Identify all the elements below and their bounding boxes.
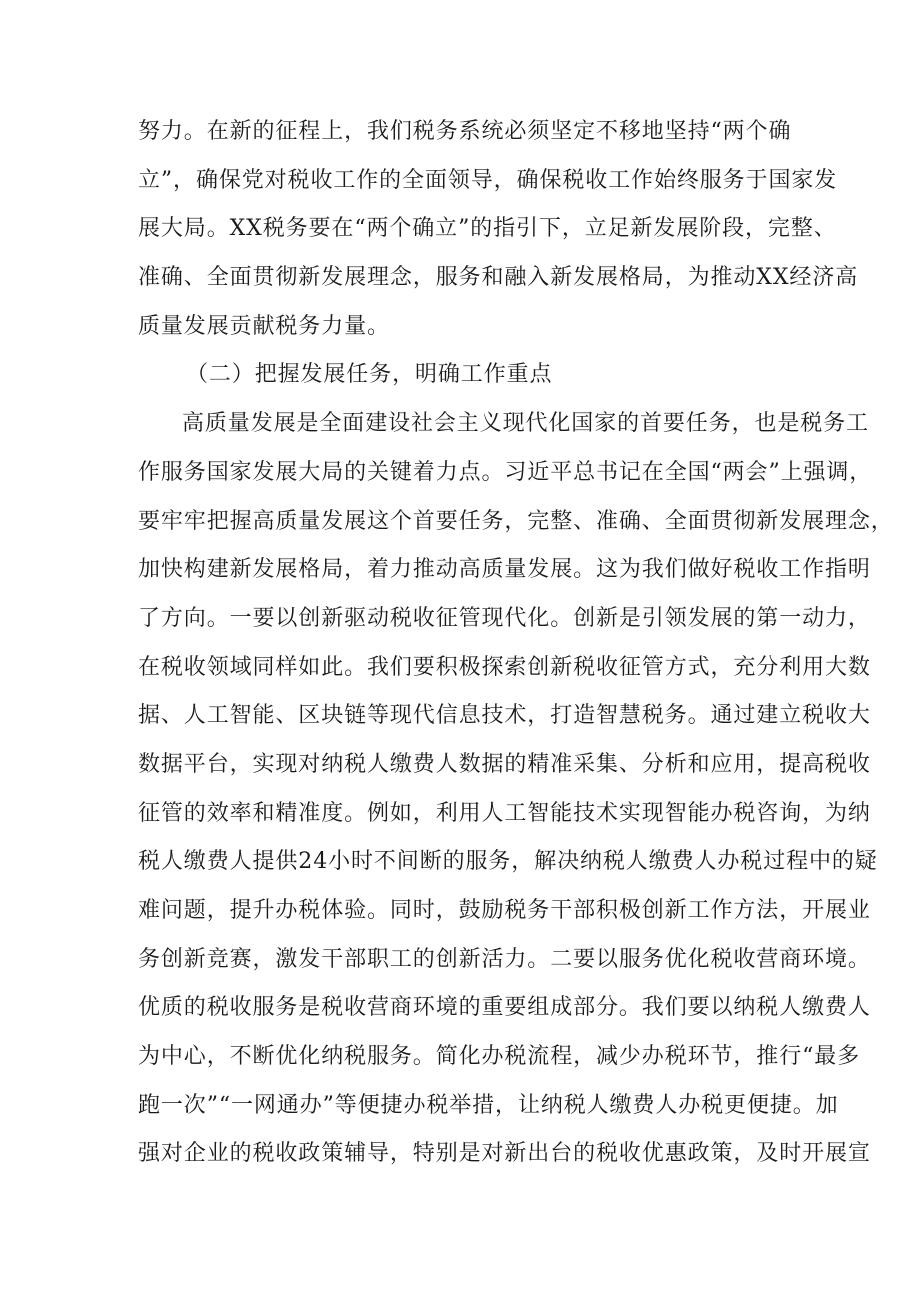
- text-line: 加快构建新发展格局，着力推动高质量发展。这为我们做好税收工作指明: [138, 557, 871, 583]
- section-heading: （二）把握发展任务，明确工作重点: [186, 362, 553, 388]
- text-line: 务创新竞赛，激发干部职工的创新活力。二要以服务优化税收营商环境。: [138, 946, 871, 972]
- text-line: 要牢牢把握高质量发展这个首要任务，完整、准确、全面贯彻新发展理念，: [138, 508, 894, 534]
- text-line: 征管的效率和精准度。例如，利用人工智能技术实现智能办税咨询，为纳: [138, 800, 871, 826]
- text-line: 作服务国家发展大局的关键着力点。习近平总书记在全国“两会”上强调，: [138, 459, 873, 485]
- paragraph-first-line: 高质量发展是全面建设社会主义现代化国家的首要任务，也是税务工: [182, 411, 870, 437]
- text-line: 优质的税收服务是税收营商环境的重要组成部分。我们要以纳税人缴费人: [138, 995, 871, 1021]
- text-line: 在税收领域同样如此。我们要积极探索创新税收征管方式，充分利用大数: [138, 654, 871, 680]
- text-line: 跑一次”“一网通办”等便捷办税举措，让纳税人缴费人办税更便捷。加: [138, 1092, 839, 1118]
- document-body: [138, 108, 894, 1179]
- text-line: 税人缴费人提供24小时不间断的服务，解决纳税人缴费人办税过程中的疑: [138, 849, 878, 875]
- text-line: 立”，确保党对税收工作的全面领导，确保税收工作始终服务于国家发: [138, 167, 838, 193]
- text-line: 展大局。XX税务要在“两个确立”的指引下，立足新发展阶段，完整、: [138, 216, 837, 242]
- text-line: 努力。在新的征程上，我们税务系统必须坚定不移地坚持“两个确: [138, 119, 792, 144]
- text-line: 为中心，不断优化纳税服务。简化办税流程，减少办税环节，推行“最多: [138, 1044, 861, 1070]
- text-line: 质量发展贡献税务力量。: [138, 313, 390, 339]
- text-line: 准确、全面贯彻新发展理念，服务和融入新发展格局，为推动XX经济高: [138, 265, 859, 291]
- text-line: 据、人工智能、区块链等现代信息技术，打造智慧税务。通过建立税收大: [138, 703, 871, 729]
- text-line: 难问题，提升办税体验。同时，鼓励税务干部积极创新工作方法，开展业: [138, 898, 871, 923]
- text-line: 了方向。一要以创新驱动税收征管现代化。创新是引领发展的第一动力，: [138, 605, 871, 631]
- text-line: 数据平台，实现对纳税人缴费人数据的精准采集、分析和应用，提高税收: [138, 751, 871, 777]
- text-line: 强对企业的税收政策辅导，特别是对新出台的税收优惠政策，及时开展宣: [138, 1141, 871, 1167]
